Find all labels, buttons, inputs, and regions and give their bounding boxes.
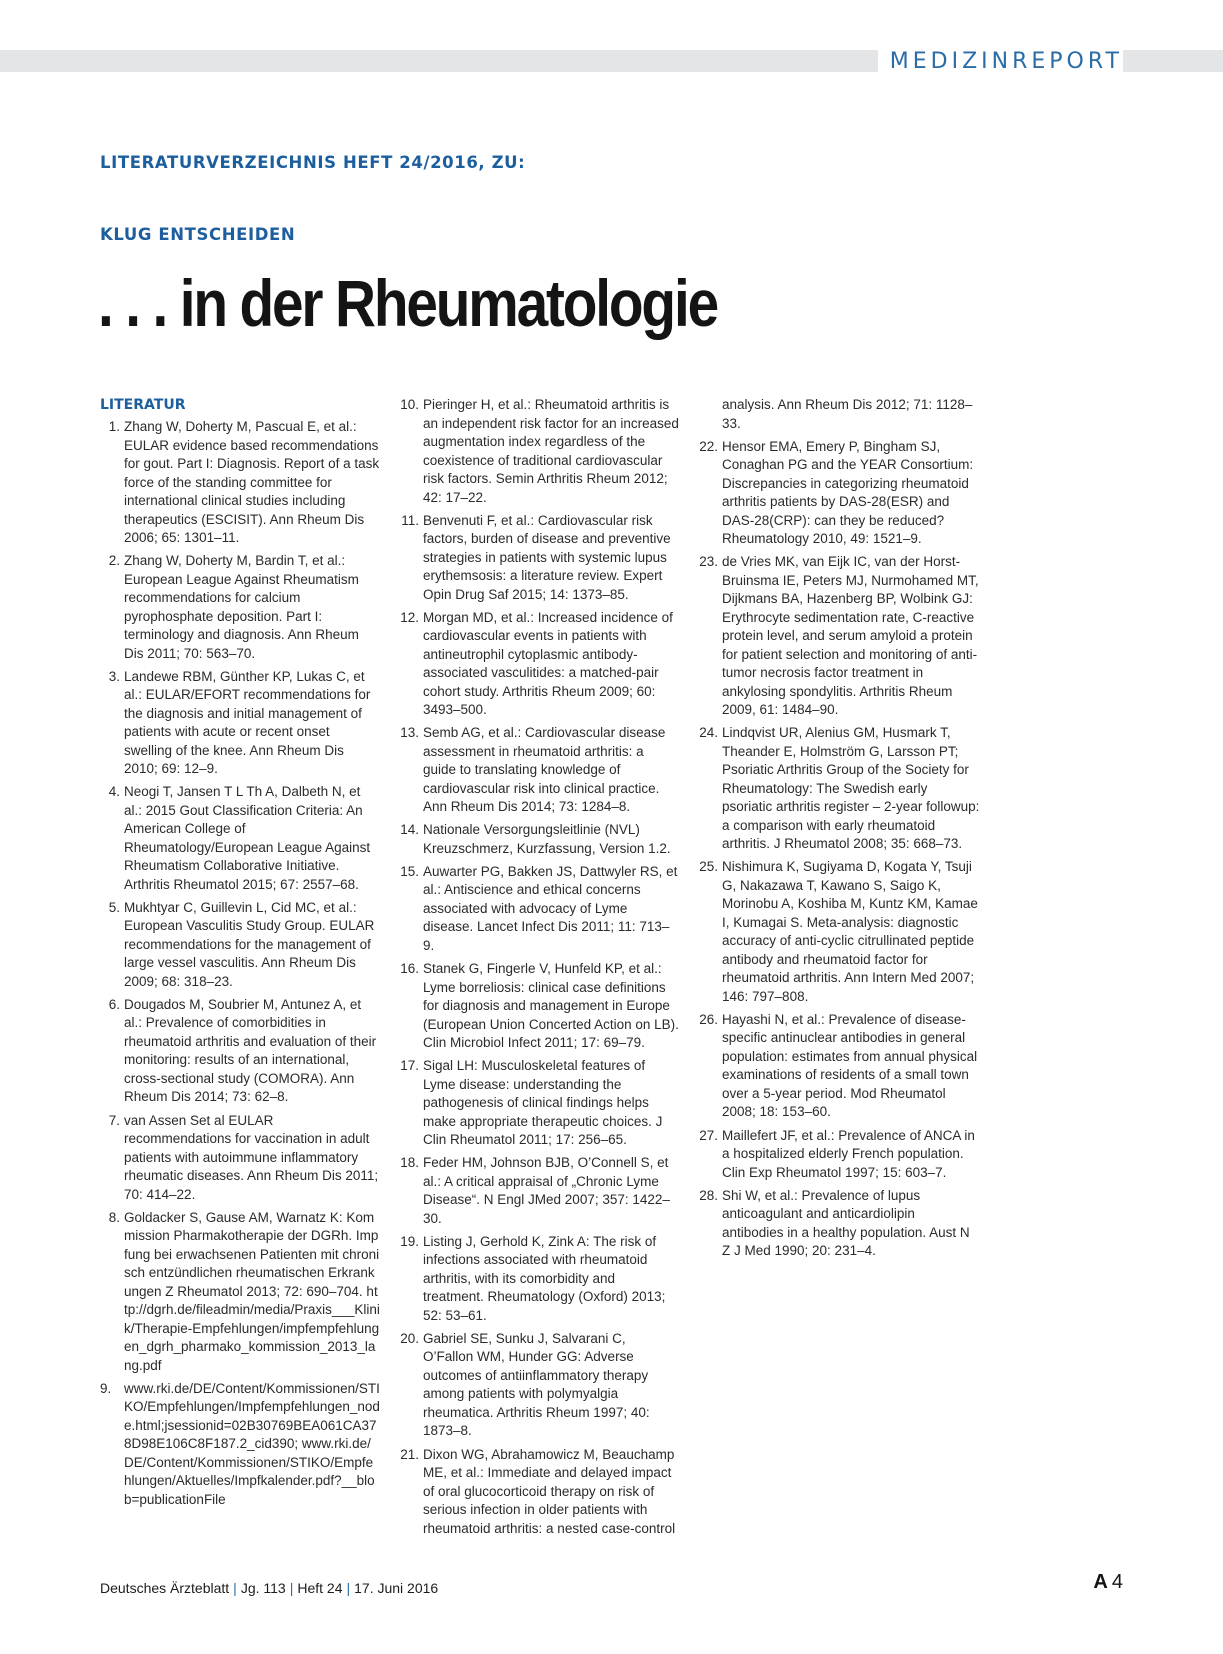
page-number [1093,1571,1123,1594]
reference-text: Hensor EMA, Emery P, Bingham SJ, Conaghan PG and the YEAR Consortium: Discrepancies in categorizing rheumatoid arthritis patients by DAS-28(ESR) and DAS-28(CRP): can they be reduced? Rheumatology 2010, 49: 1521–9. [722,438,974,547]
reference-number: 25. [699,859,718,875]
reference-text: Sigal LH: Musculoskeletal features of Lyme disease: understanding the pathogenesis of clinical findings helps make appropriate therapeutic choices. J Clin Rheumatol 2011; 17: 256–65. [423,1058,663,1148]
reference-item [399,724,679,817]
reference-text: Neogi T, Jansen T L Th A, Dalbeth N, et al.: 2015 Gout Classification Criteria: An American College of Rheumatology/European League Against Rheumatism Collaborative Initiative. Arthritis Rheumatol 2015; 67: 2557–68. [124,784,371,892]
reference-text: van Assen Set al EULAR recommendations for vaccination in adult patients with autoimmune inflammatory rheumatic diseases. Ann Rheum Dis 2011; 70: 414–22. [124,1112,379,1202]
reference-text: Feder HM, Johnson BJB, O’Connell S, et al.: A critical appraisal of „Chronic Lyme Disease“. N Engl JMed 2007; 357: 1422–30. [423,1155,670,1226]
reference-text: Landewe RBM, Günther KP, Lukas C, et al.: EULAR/EFORT recommendations for the diagnosis and initial management of patients with acute or recent onset swelling of the knee. Ann Rheum Dis 2010; 69: 12–9. [124,668,371,777]
reference-number: 22. [699,438,718,454]
reference-item [100,552,380,663]
reference-item [399,863,679,956]
reference-item [100,783,380,894]
reference-number: 12. [400,609,419,625]
reference-number: 1. [108,419,120,434]
reference-text: Zhang W, Doherty M, Bardin T, et al.: European League Against Rheumatism recommendations for calcium pyrophosphate deposition. Part I: terminology and diagnosis. Ann Rheum Dis 2011; 70: 563–70. [124,553,359,661]
reference-item [399,1057,679,1150]
reference-number: 27. [699,1127,718,1143]
reference-text: Gabriel SE, Sunku J, Salvarani C, O’Fallon WM, Hunder GG: Adverse outcomes of antiinflammatory therapy among patients with polymyalgia rheumatica. Arthritis Rheum 1997; 40: 1873–8. [423,1330,650,1439]
reference-text: Maillefert JF, et al.: Prevalence of ANCA in a hospitalized elderly French population. Clin Exp Rheumatol 1997; 15: 603–7. [722,1127,975,1180]
reference-item [399,396,679,507]
reference-item [399,1446,679,1539]
reference-text: www.rki.de/DE/Content/Kommissionen/STIKO/Empfehlungen/Impfempfehlungen_node.html;jsessionid=02B30769BEA061CA378D98E106C8F187.2_cid390; www.rki.de/DE/Content/Kommissionen/STIKO/Empfehlungen/Aktuelles/Impfkalender.pdf?__blob=publicationFile [124,1380,380,1507]
reference-list [698,396,980,1261]
reference-number: 17. [400,1058,419,1074]
reference-column-2 [399,396,679,1543]
reference-item [399,1330,679,1441]
reference-number: 18. [400,1155,419,1171]
reference-text: Mukhtyar C, Guillevin L, Cid MC, et al.: European Vasculitis Study Group. EULAR recommendations for the management of large vessel vasculitis. Ann Rheum Dis 2009; 68: 318–23. [124,899,375,989]
reference-number: 6. [108,996,120,1012]
reference-text: Lindqvist UR, Alenius GM, Husmark T, Theander E, Holmström G, Larsson PT; Psoriatic Arthritis Group of the Society for Rheumatology: The Swedish early psoriatic arthritis register – 2-year followup: a comparison with early rheumatoid arthritis. J Rheumatol 2008; 35: 668–73. [722,725,980,852]
reference-text: de Vries MK, van Eijk IC, van der Horst-Bruinsma IE, Peters MJ, Nurmohamed MT, Dijkmans BA, Hazenberg BP, Wolbink GJ: Erythrocyte sedimentation rate, C-reactive protein level, and serum amyloid a protein for patient selection and monitoring of anti-tumor necrosis factor treatment in ankylosing spondylitis. Arthritis Rheum 2009, 61: 1484–90. [722,554,979,718]
reference-item [399,821,679,858]
reference-text: Zhang W, Doherty M, Pascual E, et al.: EULAR evidence based recommendations for gout. Part I: Diagnosis. Report of a task force of the standing committee for international clinical studies including therapeutics (ESCISIT). Ann Rheum Dis 2006; 65: 1301–11. [124,419,380,545]
kicker-literature-index: LITERATURVERZEICHNIS HEFT 24/2016, ZU: [100,153,526,172]
reference-item [698,553,980,720]
reference-text: Auwarter PG, Bakken JS, Dattwyler RS, et al.: Antiscience and ethical concerns associated with advocacy of Lyme disease. Lancet Infect Dis 2011; 11: 713–9. [423,863,678,953]
reference-text: Goldacker S, Gause AM, Warnatz K: Kommission Pharmakotherapie der DGRh. Impfung bei erwachsenen Patienten mit chronisch entzündlichen rheumatischen Erkrankungen Z Rheumatol 2013; 72: 690–704. http://dgrh.de/fileadmin/media/Praxis___Klinik/Therapie-Empfehlungen/impfempfehlungen_dgrh_pharmako_kommission_2013_lang.pdf [124,1209,380,1373]
reference-number: 28. [699,1187,718,1203]
reference-number: 21. [400,1446,419,1462]
reference-text: Dixon WG, Abrahamowicz M, Beauchamp ME, et al.: Immediate and delayed impact of oral glucocorticoid therapy on risk of serious infection in older patients with rheumatoid arthritis: a nested case-control [423,1446,676,1536]
kicker-series: KLUG ENTSCHEIDEN [100,225,296,244]
reference-item [399,960,679,1053]
reference-number: 26. [699,1011,718,1027]
footer-separator: | [233,1580,237,1596]
reference-text: Pieringer H, et al.: Rheumatoid arthritis is an independent risk factor for an increased augmentation index regardless of the coexistence of traditional cardiovascular risk factors. Semin Arthritis Rheum 2012; 42: 17–22. [423,397,679,505]
journal-issue: Heft 24 [297,1580,343,1596]
reference-item [399,609,679,720]
reference-item [100,668,380,779]
footer-separator: | [346,1580,351,1596]
reference-number: 13. [400,725,419,741]
reference-number: 3. [108,668,120,684]
reference-number: 9. [100,1380,112,1396]
reference-item [399,512,679,605]
reference-item [100,418,380,548]
reference-item [399,1154,679,1228]
journal-date: 17. Juni 2016 [354,1580,439,1596]
footer-separator: | [289,1580,294,1596]
reference-number: 4. [108,784,120,800]
page-footer [100,1580,438,1596]
reference-number: 16. [400,961,419,977]
reference-number: 11. [401,512,419,528]
reference-number: 20. [400,1330,419,1346]
reference-text: Stanek G, Fingerle V, Hunfeld KP, et al.: Lyme borreliosis: clinical case definitions for diagnosis and management in Europe (European Union Concerted Action on LB). Clin Microbiol Infect 2011; 17: 69–79. [423,961,679,1051]
reference-item [698,1127,980,1183]
reference-item [399,1233,679,1326]
reference-number: 2. [108,553,120,569]
reference-text: Nishimura K, Sugiyama D, Kogata Y, Tsuji G, Nakazawa T, Kawano S, Saigo K, Morinobu A, Koshiba M, Kuntz KM, Kamae I, Kumagai S. Meta-analysis: diagnostic accuracy of anti-cyclic citrullinated peptide antibody and rheumatoid factor for rheumatoid arthritis. Ann Intern Med 2007; 146: 797–808. [722,859,978,1004]
literature-heading: LITERATUR [100,397,186,413]
reference-number: 14. [400,822,419,838]
reference-text: Listing J, Gerhold K, Zink A: The risk of infections associated with rheumatoid arthritis, with its comorbidity and treatment. Rheumatology (Oxford) 2013; 52: 53–61. [423,1233,666,1323]
reference-number: 24. [699,725,718,741]
reference-item [100,1112,380,1205]
reference-item [698,438,980,549]
reference-number: 15. [400,863,419,879]
reference-number: 8. [108,1209,120,1225]
reference-text: Hayashi N, et al.: Prevalence of disease-specific antinuclear antibodies in general population: estimates from annual physical examinations of residents of a small town over a 5-year period. Mod Rheumatol 2008; 18: 153–60. [722,1011,978,1120]
reference-item [100,1380,380,1510]
journal-volume: Jg. 113 [240,1580,286,1596]
reference-text: Dougados M, Soubrier M, Antunez A, et al.: Prevalence of comorbidities in rheumatoid arthritis and evaluation of their monitoring: results of an international, cross-sectional study (COMORA). Ann Rheum Dis 2014; 73: 62–8. [124,996,377,1105]
reference-column-3 [698,396,980,1265]
page-prefix: A [1093,1571,1108,1593]
reference-text: Semb AG, et al.: Cardiovascular disease assessment in rheumatoid arthritis: a guide to translating knowledge of cardiovascular risk into clinical practice. Ann Rheum Dis 2014; 73: 1284–8. [423,725,666,815]
reference-number: 10. [400,397,419,412]
reference-item [698,858,980,1006]
page-title: . . . in der Rheumatologie [98,266,717,340]
reference-number: 7. [108,1112,120,1128]
reference-number: 23. [699,554,718,570]
reference-text: Shi W, et al.: Prevalence of lupus anticoagulant and anticardiolipin antibodies in a healthy population. Aust N Z J Med 1990; 20: 231–4. [722,1187,970,1259]
reference-number: 19. [400,1233,419,1249]
reference-item [698,1187,980,1261]
section-label: MEDIZINREPORT [878,48,1123,76]
reference-item [698,724,980,854]
journal-name: Deutsches Ärzteblatt [100,1580,230,1596]
reference-list [399,396,679,1538]
reference-item [100,996,380,1107]
reference-item [100,899,380,992]
reference-text: Morgan MD, et al.: Increased incidence of cardiovascular events in patients with antineutrophil cytoplasmic antibody-associated vasculitides: a matched-pair cohort study. Arthritis Rheum 2009; 60: 3493–500. [423,609,673,718]
reference-text: Nationale Versorgungsleitlinie (NVL) Kreuzschmerz, Kurzfassung, Version 1.2. [423,822,671,856]
reference-continuation: analysis. Ann Rheum Dis 2012; 71: 1128–33. [722,397,973,431]
reference-item [698,1011,980,1122]
reference-column-1 [100,396,380,1514]
reference-item [100,1209,380,1376]
reference-text: Benvenuti F, et al.: Cardiovascular risk factors, burden of disease and preventive strategies in patients with systemic lupus erythemsosis: a literature review. Expert Opin Drug Saf 2015; 14: 1373–85. [423,512,671,602]
reference-list [100,418,380,1509]
reference-number: 5. [108,899,120,915]
page-number-value: 4 [1111,1571,1123,1593]
